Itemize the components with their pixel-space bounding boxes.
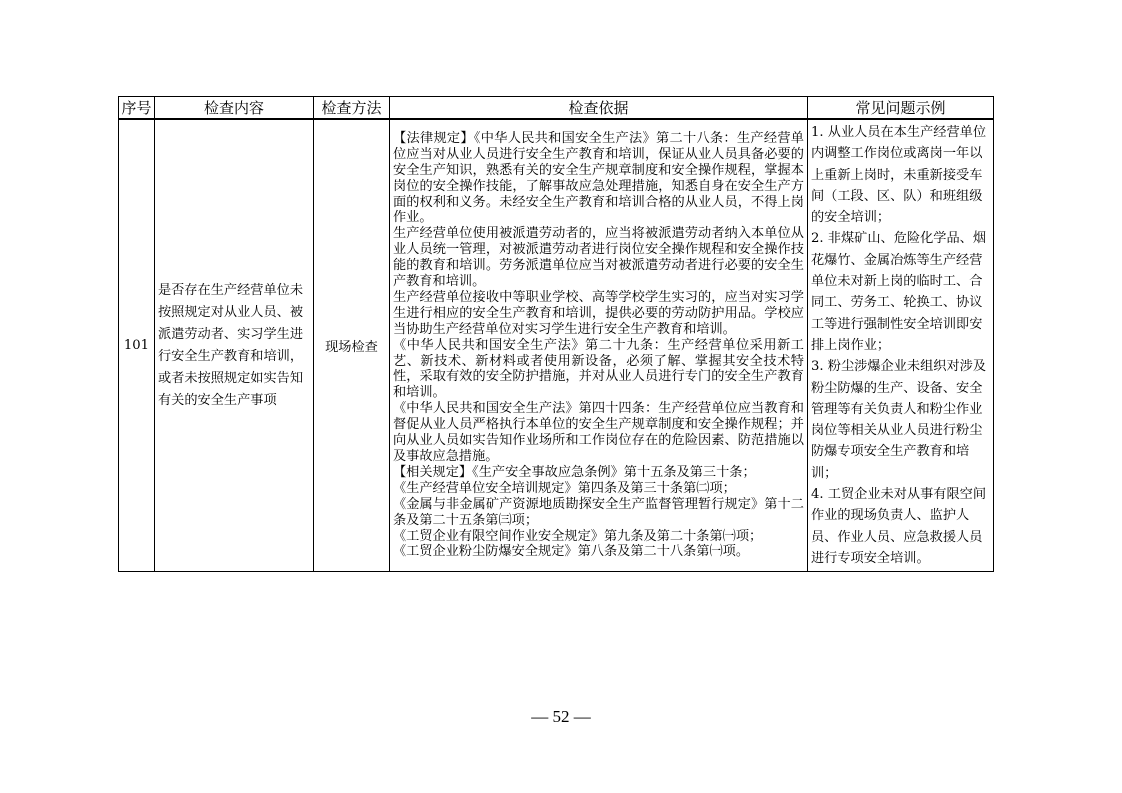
issue-item: 1. 从业人员在本生产经营单位内调整工作岗位或离岗一年以上重新上岗时，未重新接受车间（工段、区、队）和班组级的安全培训； [811,125,987,226]
table-row [119,119,994,572]
header-row [119,97,994,120]
basis-paragraph: 生产经营单位接收中等职业学校、高等学校学生实习的，应当对实习学生进行相应的安全生产教育和培训，提供必要的劳动防护用品。学校应当协助生产经营单位对实习学生进行安全生产教育和培训。 [393,289,804,337]
basis-paragraph: 《生产经营单位安全培训规定》第四条及第三十条第㈡项； [393,480,736,496]
header-basis: 检查依据 [390,97,808,120]
header-issues: 常见问题示例 [808,97,994,120]
basis-paragraph: 【法律规定】《中华人民共和国安全生产法》第二十八条：生产经营单位应当对从业人员进行安全生产教育和培训，保证从业人员具备必要的安全生产知识，熟悉有关的安全生产规章制度和安全操作规程，掌握本岗位的安全操作技能，了解事故应急处理措施，知悉自身在安全生产方面的权利和义务。未经安全生产教育和培训合格的从业人员，不得上岗作业。 [393,130,804,226]
basis-paragraph: 《金属与非金属矿产资源地质勘探安全生产监督管理暂行规定》第十二条及第二十五条第㈢项； [393,496,804,528]
row-seq: 101 [119,119,155,572]
basis-paragraph: 生产经营单位使用被派遣劳动者的，应当将被派遣劳动者纳入本单位从业人员统一管理，对被派遣劳动者进行岗位安全操作规程和安全操作技能的教育和培训。劳务派遣单位应当对被派遣劳动者进行必要的安全生产教育和培训。 [393,226,804,290]
header-content: 检查内容 [155,97,314,120]
basis-paragraph: 《工贸企业有限空间作业安全规定》第九条及第二十条第㈠项； [393,528,763,544]
row-content: 是否存在生产经营单位未按照规定对从业人员、被派遣劳动者、实习学生进行安全生产教育和培训，或者未按照规定如实告知有关的安全生产事项 [155,119,314,572]
basis-paragraph: 【相关规定】《生产安全事故应急条例》第十五条及第三十条； [393,464,756,480]
header-seq: 序号 [119,97,155,120]
basis-paragraph: 《中华人民共和国安全生产法》第二十九条：生产经营单位采用新工艺、新技术、新材料或者使用新设备，必须了解、掌握其安全技术特性，采取有效的安全防护措施，并对从业人员进行专门的安全生产教育和培训。 [393,337,804,401]
basis-paragraph: 《工贸企业粉尘防爆安全规定》第八条及第二十八条第㈠项。 [393,544,750,560]
row-basis [390,119,808,572]
row-issues [808,119,994,572]
row-method: 现场检查 [314,119,390,572]
issue-item: 4. 工贸企业未对从事有限空间作业的现场负责人、监护人员、作业人员、应急救援人员进行专项安全培训。 [811,487,987,566]
issue-item: 3. 粉尘涉爆企业未组织对涉及粉尘防爆的生产、设备、安全管理等有关负责人和粉尘作业岗位等相关从业人员进行粉尘防爆专项安全生产教育和培训； [811,359,987,481]
issue-item: 2. 非煤矿山、危险化学品、烟花爆竹、金属冶炼等生产经营单位未对新上岗的临时工、合同工、劳务工、轮换工、协议工等进行强制性安全培训即安排上岗作业； [811,231,987,353]
page-number: — 52 — [531,707,591,726]
header-method: 检查方法 [314,97,390,120]
inspection-table [118,96,994,572]
basis-paragraph: 《中华人民共和国安全生产法》第四十四条：生产经营单位应当教育和督促从业人员严格执行本单位的安全生产规章制度和安全操作规程；并向从业人员如实告知作业场所和工作岗位存在的危险因素、防范措施以及事故应急措施。 [393,401,804,464]
